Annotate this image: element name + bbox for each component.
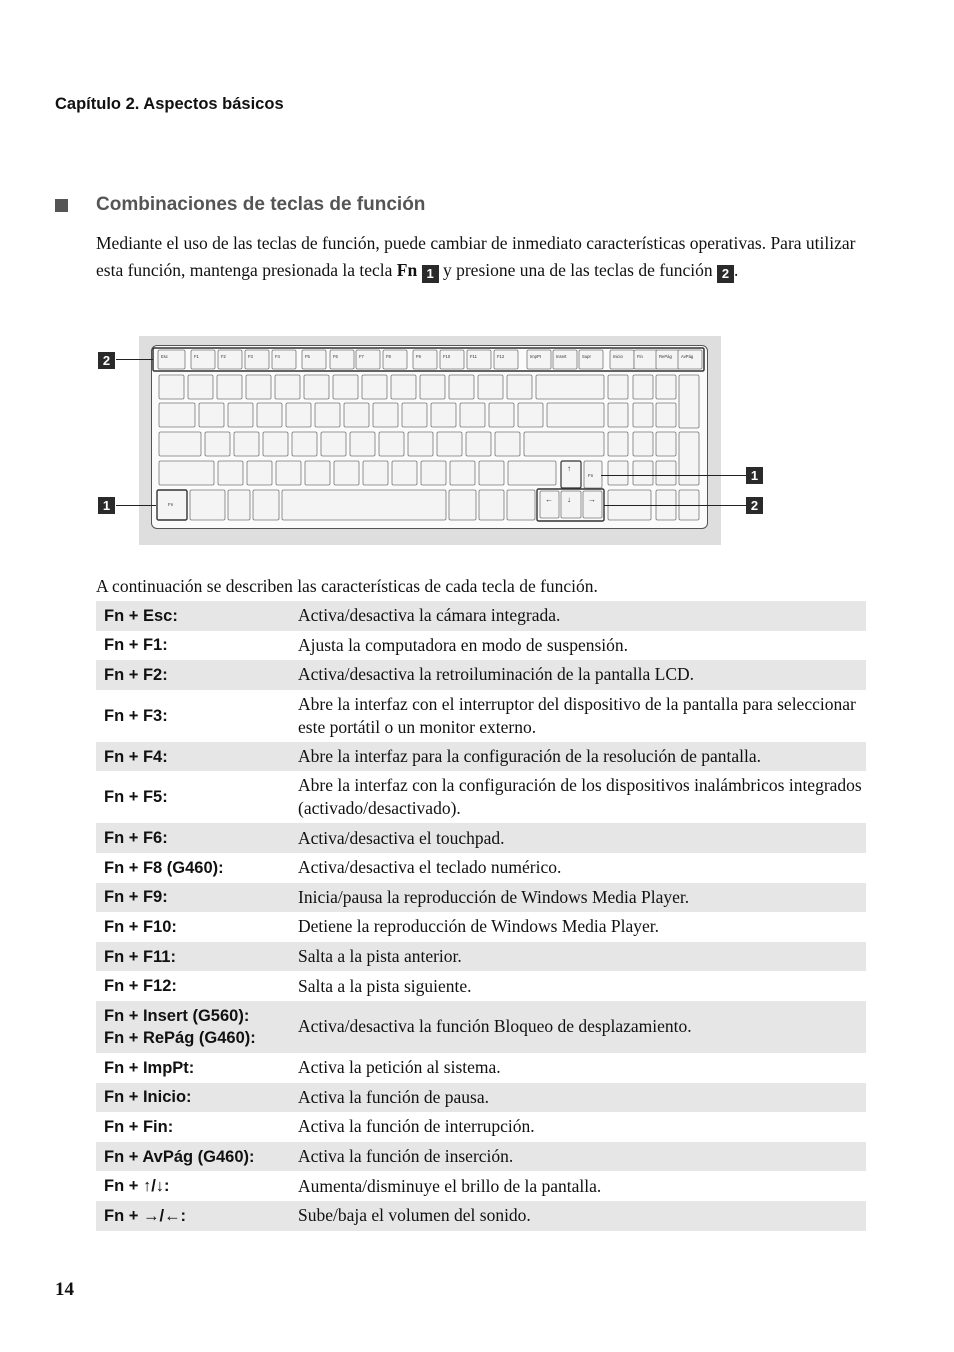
key-description: Salta a la pista anterior.: [290, 942, 866, 972]
function-key-label: Insert: [556, 354, 567, 359]
function-key-label: F6: [333, 354, 338, 359]
keyboard-key: [450, 461, 475, 485]
function-key-label: RePág: [659, 354, 672, 359]
leader-line-fn-right: [601, 475, 746, 476]
table-row: [96, 883, 866, 913]
tab-key: [159, 403, 195, 427]
function-key: [245, 350, 269, 369]
function-key: [634, 350, 658, 369]
table-row: [96, 690, 866, 742]
keyboard-key: [363, 461, 388, 485]
callout-function-row: 2: [98, 352, 115, 369]
keyboard-key: [217, 375, 242, 399]
keyboard-key: [286, 403, 311, 427]
keyboard-key: [478, 375, 503, 399]
key-description: Activa/desactiva el teclado numérico.: [298, 857, 562, 878]
keyboard-key: [321, 432, 346, 456]
keyboard-key: [420, 375, 445, 399]
function-key-label: F9: [416, 354, 421, 359]
keyboard-key: [373, 403, 398, 427]
keyboard-key: [479, 461, 504, 485]
space-bar: [282, 490, 446, 520]
arrow-right-label: →: [588, 495, 596, 504]
function-key-label: Supr: [582, 354, 591, 359]
function-key: [440, 350, 464, 369]
keyboard-key: [402, 403, 427, 427]
key-combo: Fn + F9:: [96, 883, 290, 913]
keyboard-key: [205, 432, 230, 456]
table-row: [96, 1001, 866, 1053]
function-key-label: F1: [194, 354, 199, 359]
function-key: [579, 350, 603, 369]
table-row: [96, 1083, 866, 1113]
table-row: [96, 942, 866, 972]
intro-text-1: Mediante el uso de las teclas de función, puede cambiar de inmediato características operativas. Para utilizar esta función, mantenga presionada la tecla: [96, 233, 856, 280]
keyboard-key: [275, 375, 300, 399]
table-row: [96, 1201, 866, 1231]
keyboard-key: [431, 403, 456, 427]
arrow-down-key: [561, 491, 581, 518]
key-description: Abre la interfaz con la configuración de los dispositivos inalámbricos integrados (activado/desactivado).: [298, 775, 862, 819]
keyboard-key: [333, 375, 358, 399]
keyboard-key: [437, 432, 462, 456]
table-row: [96, 631, 866, 661]
keyboard-key: [408, 432, 433, 456]
keyboard-keys: [0, 0, 954, 560]
key-combo: Fn + AvPág (G460):: [96, 1142, 290, 1172]
chapter-header: Capítulo 2. Aspectos básicos: [55, 95, 284, 113]
key-description: Detiene la reproducción de Windows Media Player.: [298, 916, 660, 937]
keyboard-key: [247, 461, 272, 485]
function-key: [330, 350, 354, 369]
key-combo: Fn + F3:: [104, 706, 168, 725]
numpad-key: [633, 461, 653, 485]
numpad-key: [656, 403, 676, 427]
table-row: [96, 853, 866, 883]
table-row: [96, 742, 866, 772]
arrow-left-label: ←: [545, 495, 553, 504]
backspace-key: [536, 375, 604, 399]
keyboard-key: [188, 375, 213, 399]
function-key-label: Esc: [161, 354, 168, 359]
enter-key: [524, 432, 604, 456]
intro-text-2: y presione una de las teclas de función: [438, 259, 718, 280]
function-key: [527, 350, 551, 369]
keyboard-key: [315, 403, 340, 427]
function-key: [494, 350, 518, 369]
key-description: Sube/baja el volumen del sonido.: [290, 1201, 866, 1231]
key-combo: Fn + F1:: [104, 636, 168, 655]
function-key: [272, 350, 296, 369]
leader-line-arrow-keys: [604, 505, 746, 506]
ctrl-key: [190, 490, 225, 520]
keyboard-key: [263, 432, 288, 456]
caps-lock-key: [159, 432, 201, 456]
keyboard-key: [276, 461, 301, 485]
keyboard-key: [449, 375, 474, 399]
function-key-label: F3: [248, 354, 253, 359]
table-row: [96, 1112, 866, 1142]
numpad-key: [656, 375, 676, 399]
function-key: [678, 350, 702, 369]
function-key-label: F11: [470, 354, 477, 359]
keyboard-key: [218, 461, 243, 485]
menu-key: [479, 490, 504, 520]
keyboard-key: [228, 403, 253, 427]
key-description: Inicia/pausa la reproducción de Windows Media Player.: [290, 883, 866, 913]
function-key-label: Fin: [637, 354, 643, 359]
keyboard-key: [421, 461, 446, 485]
table-row: [96, 1053, 866, 1083]
function-key-label: F8: [386, 354, 391, 359]
keyboard-key: [392, 461, 417, 485]
key-description: Activa/desactiva el touchpad.: [290, 823, 866, 853]
backslash-key: [547, 403, 604, 427]
keyboard-key: [518, 403, 543, 427]
keyboard-key: [350, 432, 375, 456]
keyboard-key: [391, 375, 416, 399]
alt-gr-key: [449, 490, 476, 520]
key-combo: Fn + ↑/↓:: [104, 1177, 170, 1196]
page-number: 14: [55, 1279, 74, 1300]
function-key-label: F12: [497, 354, 505, 359]
callout-badge-1: 1: [422, 265, 439, 283]
table-row: [96, 601, 866, 631]
windows-key: [228, 490, 250, 520]
key-combo: Fn + F10:: [104, 917, 177, 936]
keyboard-key: [495, 432, 520, 456]
key-description: Salta a la pista siguiente.: [298, 975, 472, 996]
table-row: [96, 660, 866, 690]
numpad-key: [633, 403, 653, 427]
key-combo: Fn + Inicio:: [96, 1083, 290, 1113]
numpad-key: [608, 461, 628, 485]
arrow-up-label: ↑: [567, 464, 571, 473]
keyboard-key: [507, 375, 532, 399]
function-key: [356, 350, 380, 369]
function-key-table: [96, 601, 866, 1231]
keyboard-key: [305, 461, 330, 485]
key-combo: Fn + ImpPt:: [104, 1058, 195, 1077]
function-key: [158, 350, 185, 369]
key-combo: Fn + Fin:: [104, 1117, 174, 1136]
fn-key-left-label: Fn: [168, 502, 174, 507]
numpad-key: [608, 375, 628, 399]
keyboard-key: [344, 403, 369, 427]
function-key: [610, 350, 634, 369]
function-key: [656, 350, 680, 369]
keyboard-key: [460, 403, 485, 427]
key-combo: Fn + →/←:: [96, 1201, 290, 1231]
key-combo: Fn + F8 (G460):: [104, 858, 224, 877]
keyboard-key: [159, 375, 184, 399]
key-combo: Fn + F11:: [96, 942, 290, 972]
key-description: Activa la función de pausa.: [290, 1083, 866, 1113]
keyboard-key: [234, 432, 259, 456]
keyboard-key: [246, 375, 271, 399]
callout-arrow-keys: 2: [746, 497, 763, 514]
function-key-label: AvPág: [681, 354, 694, 359]
key-description: Activa/desactiva la retroiluminación de la pantalla LCD.: [290, 660, 866, 690]
right-ctrl-key: [507, 490, 535, 520]
function-key: [383, 350, 407, 369]
function-key-label: F10: [443, 354, 451, 359]
key-description: Ajusta la computadora en modo de suspensión.: [298, 634, 629, 655]
callout-fn-right: 1: [746, 467, 763, 484]
keyboard-key: [199, 403, 224, 427]
function-key: [553, 350, 577, 369]
arrow-up-key: [561, 461, 581, 488]
numpad-key: [656, 432, 676, 456]
key-description: Activa la función de interrupción.: [298, 1116, 535, 1137]
right-shift-key: [508, 461, 556, 485]
table-row: [96, 1171, 866, 1201]
function-key-label: Inicio: [613, 354, 623, 359]
function-key: [218, 350, 242, 369]
key-description: Abre la interfaz con el interruptor del dispositivo de la pantalla para seleccionar este portátil o un monitor externo.: [298, 693, 856, 737]
keyboard-key: [362, 375, 387, 399]
key-combo-line: Fn + RePág (G460):: [104, 1028, 256, 1047]
table-row: [96, 771, 866, 823]
keyboard-key: [489, 403, 514, 427]
intro-text-3: .: [734, 259, 739, 280]
leader-line-fn-left: [116, 505, 156, 506]
key-description: Activa/desactiva la función Bloqueo de desplazamiento.: [290, 1001, 866, 1053]
table-row: [96, 912, 866, 942]
table-intro-text: A continuación se describen las características de cada tecla de función.: [96, 576, 598, 596]
numpad-key: [656, 461, 676, 485]
key-combo: [96, 1001, 290, 1053]
numpad-key: [608, 403, 628, 427]
table-row: [96, 971, 866, 1001]
table-row: [96, 823, 866, 853]
keyboard-key: [257, 403, 282, 427]
function-key: [467, 350, 491, 369]
arrow-down-label: ↓: [567, 495, 571, 504]
key-combo-line: Fn + Insert (G560):: [104, 1006, 250, 1025]
function-key-label: F5: [305, 354, 310, 359]
key-combo: Fn + Esc:: [96, 601, 290, 631]
key-combo: Fn + F5:: [104, 788, 168, 807]
key-combo: Fn + F4:: [96, 742, 290, 772]
key-description: Activa la función de inserción.: [290, 1142, 866, 1172]
keyboard-key: [292, 432, 317, 456]
function-key-label: F7: [359, 354, 364, 359]
alt-key: [253, 490, 279, 520]
key-description: Abre la interfaz para la configuración de la resolución de pantalla.: [290, 742, 866, 772]
key-description: Activa la petición al sistema.: [298, 1057, 501, 1078]
function-key: [191, 350, 215, 369]
function-key: [413, 350, 437, 369]
fn-key-right-label: Fn: [588, 473, 594, 478]
keyboard-key: [304, 375, 329, 399]
function-key-label: F2: [221, 354, 226, 359]
key-combo: Fn + F2:: [96, 660, 290, 690]
callout-fn-left: 1: [98, 497, 115, 514]
numpad-key: [679, 375, 699, 428]
key-description: Activa/desactiva la cámara integrada.: [290, 601, 866, 631]
section-title: Combinaciones de teclas de función: [96, 194, 426, 215]
fn-key-label: Fn: [396, 259, 418, 280]
numpad-key: [633, 432, 653, 456]
numpad-key: [608, 432, 628, 456]
key-combo: Fn + F6:: [96, 823, 290, 853]
keyboard-key: [334, 461, 359, 485]
function-key: [302, 350, 326, 369]
function-key-label: F4: [275, 354, 280, 359]
key-description: Aumenta/disminuye el brillo de la pantalla.: [298, 1175, 602, 1196]
keyboard-key: [466, 432, 491, 456]
numpad-key: [679, 432, 699, 485]
leader-line-function-row: [116, 359, 153, 360]
table-row: [96, 1142, 866, 1172]
keyboard-key: [379, 432, 404, 456]
numpad-key: [633, 375, 653, 399]
callout-badge-2: 2: [717, 265, 734, 283]
left-shift-key: [159, 461, 214, 485]
function-key-label: ImpPt: [530, 354, 541, 359]
key-combo: Fn + F12:: [104, 977, 177, 996]
